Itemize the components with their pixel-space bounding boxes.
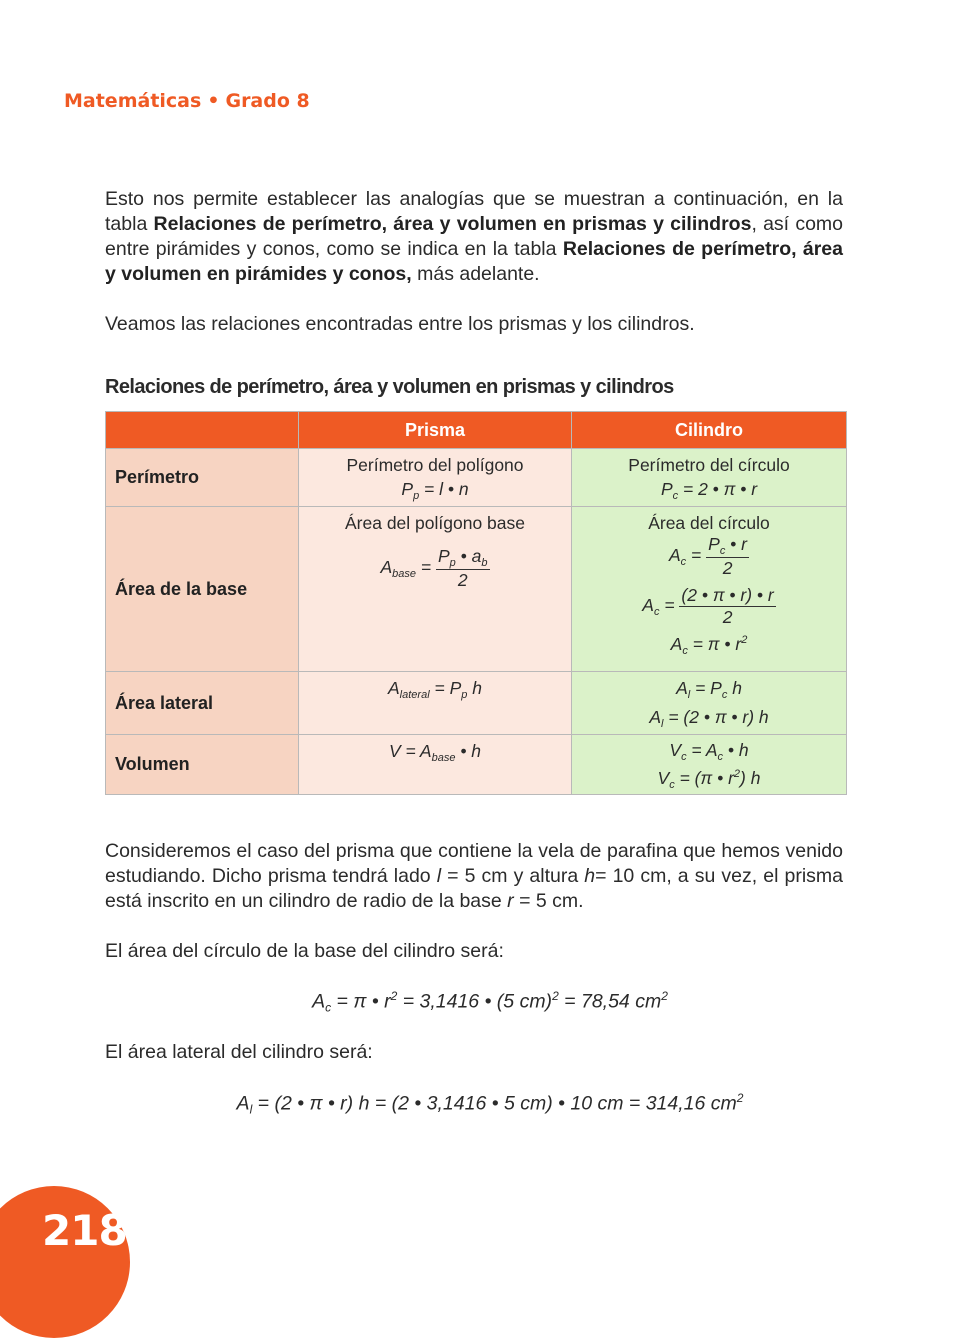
row-volumen bbox=[106, 735, 847, 795]
lead-in-paragraph: Veamos las relaciones encontradas entre los prismas y los cilindros. bbox=[105, 313, 695, 335]
cilindro-area-lateral-cell bbox=[572, 672, 847, 735]
cilindro-volumen-cell bbox=[572, 735, 847, 795]
cilindro-area-formula-3: $A_c = \pi$ • $r^2$ bbox=[670, 634, 748, 657]
cilindro-perimetro-cell bbox=[572, 449, 847, 507]
cilindro-volumen-formula-1: $V_c = A_c$ • h bbox=[669, 740, 749, 763]
cilindro-lateral-formula-1: $A_l = P_c$ h bbox=[676, 678, 742, 701]
prisma-lateral-formula: $A_{lateral} = P_p$ h bbox=[387, 678, 482, 701]
circle-area-calculation: $A_c = \pi$ • $r^2 = 3,1416$ • (5 cm)$^2$ = 78,54 $cm^2$ bbox=[312, 989, 668, 1015]
cilindro-area-base-cell bbox=[572, 507, 847, 672]
header-prisma: Prisma bbox=[299, 412, 572, 449]
prisma-perimetro-formula: $P_p = l$ • n bbox=[401, 479, 469, 502]
intro-text-3: más adelante. bbox=[411, 263, 540, 285]
running-head bbox=[64, 90, 310, 112]
cilindro-area-caption: Área del círculo bbox=[648, 513, 770, 533]
circle-area-lead: El área del círculo de la base del cilindro será: bbox=[105, 940, 504, 962]
row-area-base bbox=[106, 507, 847, 672]
table-title: Relaciones de perímetro, área y volumen en prismas y cilindros bbox=[105, 376, 674, 398]
rowhead-area-lateral: Área lateral bbox=[106, 672, 299, 735]
prisma-perimetro-cell bbox=[299, 449, 572, 507]
rowhead-perimetro: Perímetro bbox=[106, 449, 299, 507]
table-ref-prisms: Relaciones de perímetro, área y volumen en prismas y cilindros bbox=[153, 213, 752, 235]
prisma-area-base-cell bbox=[299, 507, 572, 672]
table-ref-pyramids: Relaciones de perímetro, área y volumen en pirámides y conos, bbox=[105, 238, 843, 285]
example-paragraph: Consideremos el caso del prisma que contiene la vela de parafina que hemos venido estudiando. Dicho prisma tendrá lado l = 5 cm y altura h= 10 cm, a su vez, el prisma está inscrito en un cilindro de radio de la base r = 5 cm. bbox=[105, 840, 843, 912]
prisma-volumen-formula: $V = A_{base}$ • h bbox=[388, 741, 482, 764]
grade-label: Grado 8 bbox=[225, 90, 310, 112]
example-text-2: = 5 cm y altura bbox=[441, 865, 585, 887]
cilindro-perimetro-formula: $P_c = 2$ • π • r bbox=[660, 479, 758, 502]
row-perimetro bbox=[106, 449, 847, 507]
intro-text-2: , así como entre pirámides y conos, como se indica en la tabla bbox=[105, 213, 844, 260]
relations-table bbox=[105, 411, 847, 795]
cilindro-volumen-formula-2: $V_c = (\pi$ • $r^2$) h bbox=[657, 768, 761, 791]
prisma-area-lateral-cell bbox=[299, 672, 572, 735]
cilindro-perimetro-caption: Perímetro del círculo bbox=[628, 455, 790, 475]
cilindro-lateral-formula-2: $A_l = (2$ • π • r) h bbox=[649, 707, 769, 730]
header-empty-cell bbox=[106, 412, 299, 449]
table-header-row bbox=[106, 412, 847, 449]
cilindro-area-formula-1: $A_c$ = $\frac{P_c • r}{2}$ bbox=[668, 534, 747, 578]
intro-text-1: Esto nos permite establecer las analogías que se muestran a continuación, en la tabla bbox=[105, 188, 843, 235]
example-text-1: Consideremos el caso del prisma que contiene la vela de parafina que hemos venido estudiando. Dicho prisma tendrá lado bbox=[105, 840, 843, 887]
lateral-area-lead: El área lateral del cilindro será: bbox=[105, 1041, 373, 1063]
bullet-separator: • bbox=[207, 90, 220, 112]
rowhead-volumen: Volumen bbox=[106, 735, 299, 795]
example-text-3: = 10 cm, a su vez, el prisma está inscrito en un cilindro de radio de la base bbox=[105, 865, 843, 912]
header-cilindro: Cilindro bbox=[572, 412, 847, 449]
prisma-perimetro-caption: Perímetro del polígono bbox=[346, 455, 524, 475]
prisma-volumen-cell bbox=[299, 735, 572, 795]
prisma-area-caption: Área del polígono base bbox=[345, 513, 525, 533]
intro-paragraph bbox=[105, 187, 843, 287]
row-area-lateral bbox=[106, 672, 847, 735]
cilindro-area-formula-2: $A_c$ = $\frac{(2 • \pi • r) • r}{2}$ bbox=[642, 585, 774, 627]
page-number: 218 bbox=[42, 1206, 127, 1255]
prisma-area-formula: $A_{base}$ = $\frac{P_p • a_b}{2}$ bbox=[380, 546, 488, 590]
lateral-area-calculation: $A_l = (2$ • π • r) h = (2 • 3,1416 • 5 cm) • 10 cm = 314,16 $cm^2$ bbox=[236, 1091, 744, 1117]
subject-label: Matemáticas bbox=[64, 90, 202, 112]
rowhead-area-base: Área de la base bbox=[106, 507, 299, 672]
example-text-4: = 5 cm. bbox=[513, 890, 584, 912]
